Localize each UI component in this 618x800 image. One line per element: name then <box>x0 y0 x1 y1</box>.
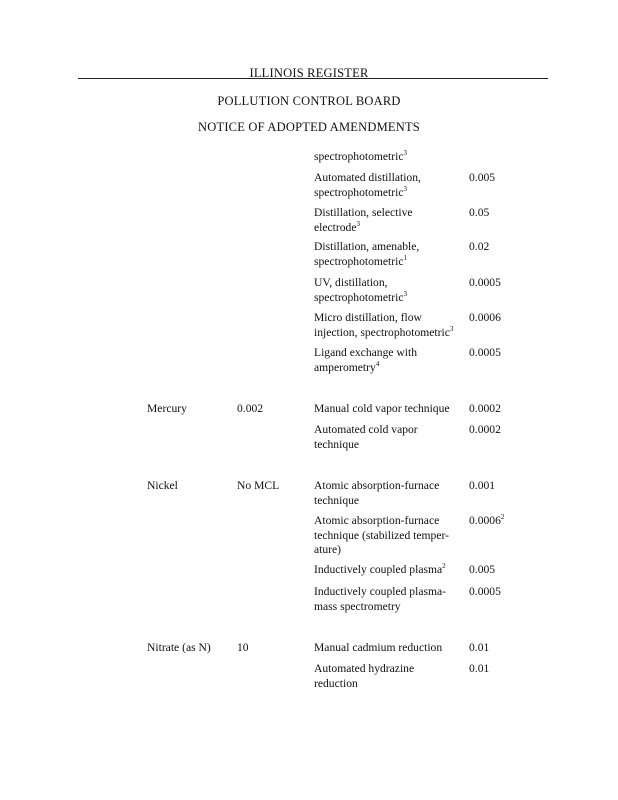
table-row-method: Micro distillation, flow injection, spectrophotometric$^3$ <box>314 311 454 339</box>
mcl-mercury: 0.002 <box>237 402 264 415</box>
table-row-method: UV, distillation, spectrophotometric$^3$ <box>314 276 408 304</box>
register-title: ILLINOIS REGISTER <box>249 66 369 80</box>
table-row-limit: 0.005 <box>469 171 496 184</box>
continued-method: spectrophotometric$^3$ <box>314 149 408 163</box>
table-row-method: Atomic absorption-furnace technique (stabilized temper- ature) <box>314 514 449 556</box>
table-row-limit: 0.01 <box>469 662 490 675</box>
table-row-method: Ligand exchange with amperometry$^4$ <box>314 346 418 374</box>
table-row-method: Distillation, selective electrode$^3$ <box>314 206 413 234</box>
contaminant-nickel: Nickel <box>147 479 178 492</box>
table-row-limit: 0.0005 <box>469 585 501 598</box>
table-row-limit: 0.0006 <box>469 311 501 324</box>
table-row-method: Inductively coupled plasma- mass spectrometry <box>314 585 446 613</box>
table-row-limit: 0.0005 <box>469 276 501 289</box>
table-row-limit: 0.0002 <box>469 402 501 415</box>
table-row-method: Manual cold vapor technique <box>314 402 450 415</box>
board-title: POLLUTION CONTROL BOARD <box>217 94 401 108</box>
table-row-limit: 0.0005 <box>469 346 501 359</box>
contaminant-mercury: Mercury <box>147 402 187 415</box>
table-row-limit: 0.0002 <box>469 423 501 436</box>
mcl-nickel: No MCL <box>237 479 280 492</box>
contaminant-nitrate: Nitrate (as N) <box>147 641 211 654</box>
table-row-method: Distillation, amenable, spectrophotometric$^1$ <box>314 240 420 268</box>
notice-title: NOTICE OF ADOPTED AMENDMENTS <box>198 120 420 134</box>
table-row-limit: 0.0006$^2$ <box>469 513 505 527</box>
table-row-limit: 0.05 <box>469 206 490 219</box>
table-row-method: Automated hydrazine reduction <box>314 662 415 690</box>
table-row-limit: 0.01 <box>469 641 490 654</box>
table-row-method: Automated distillation, spectrophotometric$^3$ <box>314 171 421 199</box>
table-row-method: Inductively coupled plasma$^2$ <box>314 562 446 576</box>
table-row-limit: 0.005 <box>469 563 496 576</box>
table-row-limit: 0.001 <box>469 479 496 492</box>
table-row-limit: 0.02 <box>469 240 490 253</box>
table-row-method: Atomic absorption-furnace technique <box>314 479 440 507</box>
table-row-method: Manual cadmium reduction <box>314 641 443 654</box>
mcl-nitrate: 10 <box>237 641 249 654</box>
table-row-method: Automated cold vapor technique <box>314 423 418 451</box>
